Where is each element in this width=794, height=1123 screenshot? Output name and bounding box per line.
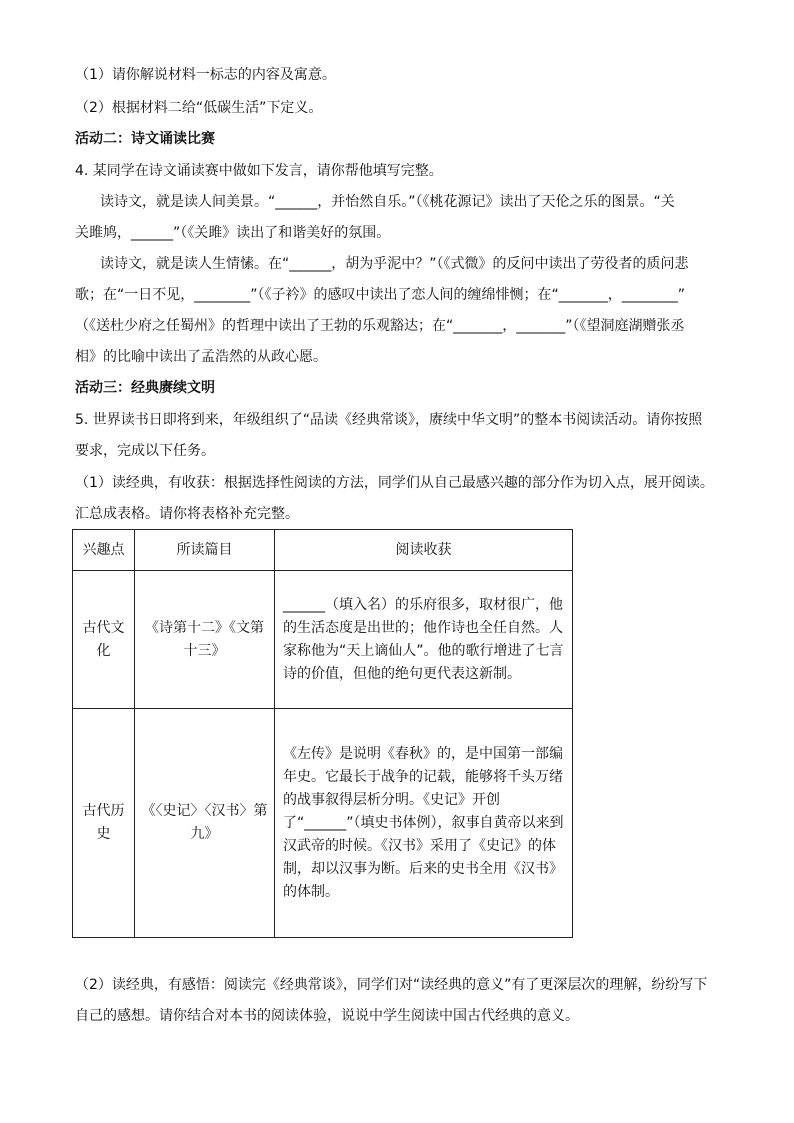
table-row — [73, 571, 573, 709]
table-cell-title: 《诗第十二》《文第十三》 — [135, 571, 275, 709]
question-5-line1: 5. 世界读书日即将到来，年级组织了“品读《经典常谈》，赓续中华文明”的整本书阅读活动。请你按照 — [75, 412, 703, 428]
table-header-interest: 兴趣点 — [73, 530, 135, 571]
question-5-2-line1: （2）读经典，有感悟：阅读完《经典常谈》，同学们对“读经典的意义”有了更深层次的理解，纷纷写下 — [75, 977, 708, 993]
table-cell-title: 《〈史记〉〈汉书〉第九》 — [135, 709, 275, 938]
question-4-para2-line3: （《送杜少府之任蜀州》的哲理中读出了王勃的乐观豁达；在“_______，_______”（《望洞庭湖赠张丞 — [75, 318, 685, 334]
table-header-title: 所读篇目 — [135, 530, 275, 571]
question-3-2: （2）根据材料二给“低碳生活”下定义。 — [75, 100, 323, 116]
question-4: 4. 某同学在诗文诵读赛中做如下发言，请你帮他填写完整。 — [75, 163, 443, 179]
table-header-row — [73, 530, 573, 571]
table-cell-harvest: 《左传》是说明《春秋》的，是中国第一部编年史。它最长于战争的记载，能够将千头万绪的战事叙得层析分明。《史记》开创了“______”（填史书体例），叙事自黄帝以来到汉武帝的时候。《汉书》采用了《史记》的体制，却以汉事为断。后来的史书全用《汉书》的体制。 — [275, 709, 573, 938]
question-4-para2-line1: 读诗文，就是读人生情愫。在“______，胡为乎泥中？”（《式微》的反问中读出了劳役者的质问悲 — [100, 256, 689, 272]
question-5-1-line2: 汇总成表格。请你将表格补充完整。 — [75, 506, 299, 522]
question-5-2-line2: 自己的感想。请你结合对本书的阅读体验，说说中学生阅读中国古代经典的意义。 — [75, 1008, 579, 1024]
table-row — [73, 709, 573, 938]
table-cell-interest: 古代文化 — [73, 571, 135, 709]
activity-3-heading: 活动三：经典赓续文明 — [75, 380, 215, 396]
question-4-para1-line1: 读诗文，就是读人间美景。“______，并怡然自乐。”（《桃花源记》读出了天伦之乐的图景。“关 — [100, 194, 675, 210]
table-cell-harvest: ______（填入名）的乐府很多，取材很广，他的生活态度是出世的；他作诗也全任自然。人家称他为“天上谪仙人”。他的歌行增进了七言诗的价值，但他的绝句更代表这新制。 — [275, 571, 573, 709]
activity-2-heading: 活动二：诗文诵读比赛 — [75, 131, 215, 147]
question-5-1-line1: （1）读经典，有收获：根据选择性阅读的方法，同学们从自己最感兴趣的部分作为切入点，展开阅读。 — [75, 475, 714, 491]
table-cell-interest: 古代历史 — [73, 709, 135, 938]
question-4-para1-line2: 关雎鸠，______”（《关雎》读出了和谐美好的氛围。 — [75, 225, 391, 241]
question-3-1: （1）请你解说材料一标志的内容及寓意。 — [75, 67, 336, 83]
question-5-line2: 要求，完成以下任务。 — [75, 443, 215, 459]
reading-table — [72, 529, 573, 938]
question-4-para2-line4: 相》的比喻中读出了孟浩然的从政心愿。 — [75, 349, 327, 365]
table-header-harvest: 阅读收获 — [275, 530, 573, 571]
question-4-para2-line2: 歌；在“一日不见，________”（《子衿》的感叹中读出了恋人间的缠绵悱恻；在“_______，________” — [75, 287, 686, 303]
